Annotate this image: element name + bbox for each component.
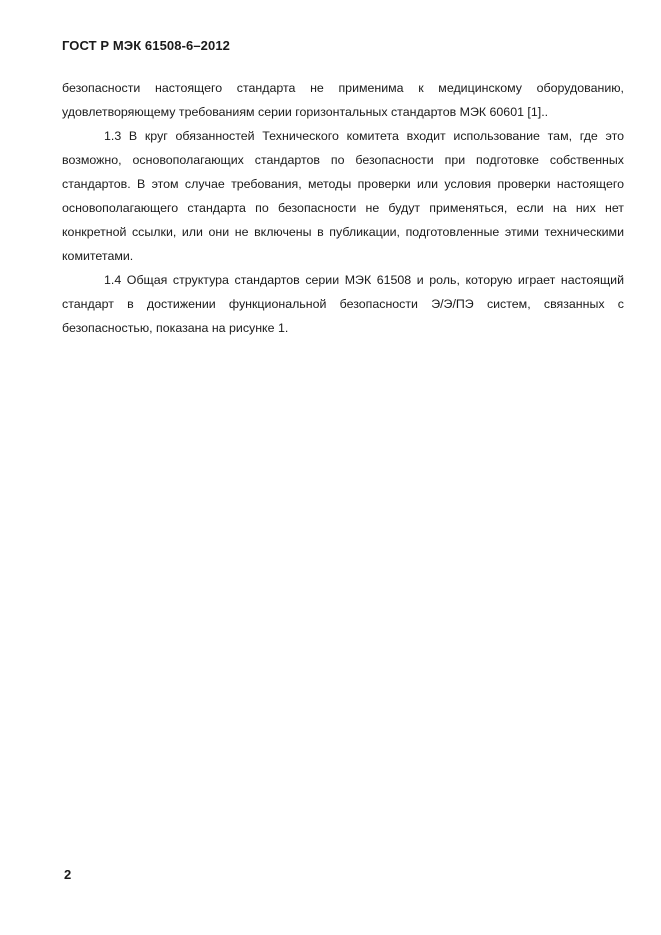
paragraph-1-4: 1.4 Общая структура стандартов серии МЭК 61508 и роль, которую играет настоящий стандарт в достижении функциональной безопасности Э/Э/ПЭ систем, связанных с безопасностью, показана на рисунке 1. [62, 273, 624, 335]
page-number: 2 [64, 867, 72, 882]
paragraph-continuation: безопасности настоящего стандарта не применима к медицинскому оборудованию, удовлетворяющему требованиям серии горизонтальных стандартов МЭК 60601 [1].. [62, 81, 624, 119]
document-header: ГОСТ Р МЭК 61508-6–2012 [62, 38, 230, 53]
document-body [62, 76, 624, 340]
paragraph-1-3: 1.3 В круг обязанностей Технического комитета входит использование там, где это возможно, основополагающих стандартов по безопасности при подготовке собственных стандартов. В этом случае требования, методы проверки или условия проверки настоящего основополагающего стандарта по безопасности не будут применяться, если на них нет конкретной ссылки, или они не включены в публикации, подготовленные этими техническими комитетами. [62, 129, 624, 263]
